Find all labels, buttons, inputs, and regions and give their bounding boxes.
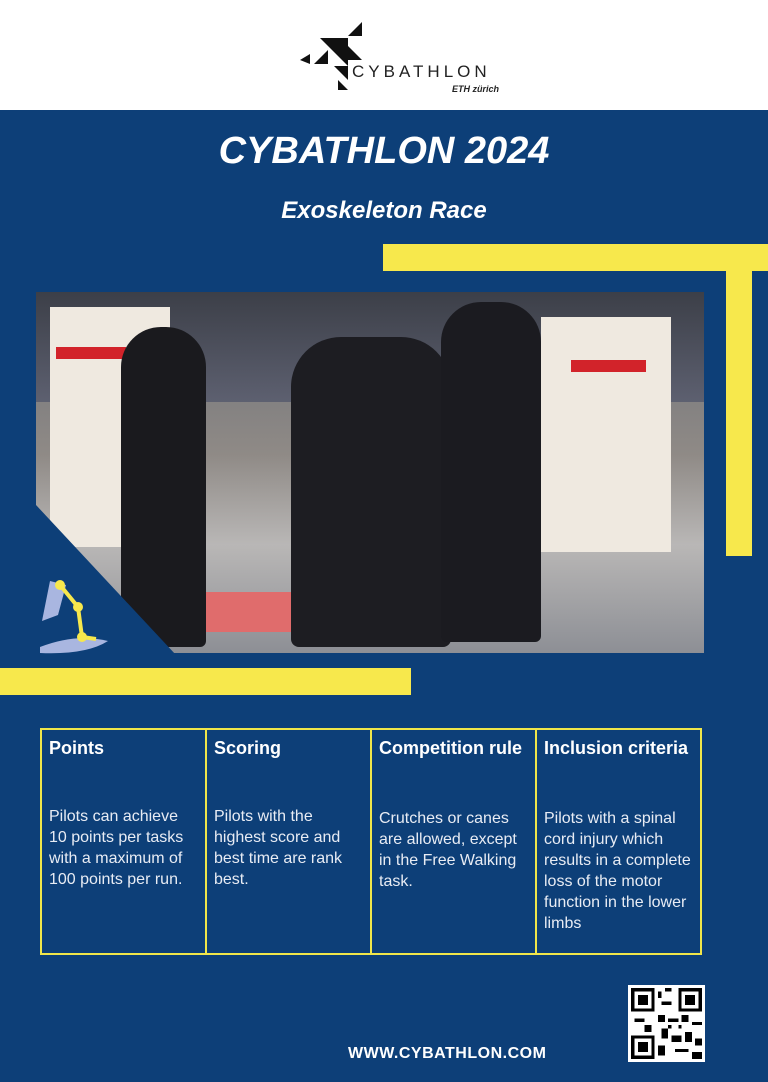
website-link[interactable]: WWW.CYBATHLON.COM bbox=[348, 1045, 547, 1062]
column-body: Pilots with a spinal cord injury which results in a complete loss of the motor function in the lower limbs bbox=[544, 810, 691, 932]
eth-logo: ETH zürich bbox=[452, 84, 500, 94]
yellow-bar-vertical bbox=[726, 244, 752, 556]
column-body: Crutches or canes are allowed, except in the Free Walking task. bbox=[379, 810, 517, 890]
column-body: Pilots can achieve 10 points per tasks with a maximum of 100 points per run. bbox=[49, 808, 184, 888]
column-heading: Inclusion criteria bbox=[544, 738, 689, 758]
info-table bbox=[40, 728, 702, 955]
page-subtitle: Exoskeleton Race bbox=[281, 197, 487, 224]
column-body: Pilots with the highest score and best time are rank best. bbox=[214, 808, 343, 888]
column-heading: Scoring bbox=[214, 738, 282, 758]
column-competition-rule bbox=[372, 730, 537, 953]
header bbox=[0, 0, 768, 110]
yellow-bar-top bbox=[383, 244, 768, 271]
column-heading: Points bbox=[49, 738, 105, 758]
page-title: CYBATHLON 2024 bbox=[218, 130, 550, 172]
column-heading: Competition rule bbox=[379, 738, 522, 758]
exoskeleton-photo bbox=[36, 292, 704, 653]
column-points bbox=[42, 730, 207, 953]
column-inclusion-criteria bbox=[537, 730, 700, 953]
column-scoring bbox=[207, 730, 372, 953]
qr-code[interactable] bbox=[628, 985, 705, 1062]
exoskeleton-leg-icon bbox=[36, 575, 112, 655]
logo-wordmark: CYBATHLON bbox=[352, 62, 491, 81]
yellow-bar-bottom bbox=[0, 668, 411, 695]
